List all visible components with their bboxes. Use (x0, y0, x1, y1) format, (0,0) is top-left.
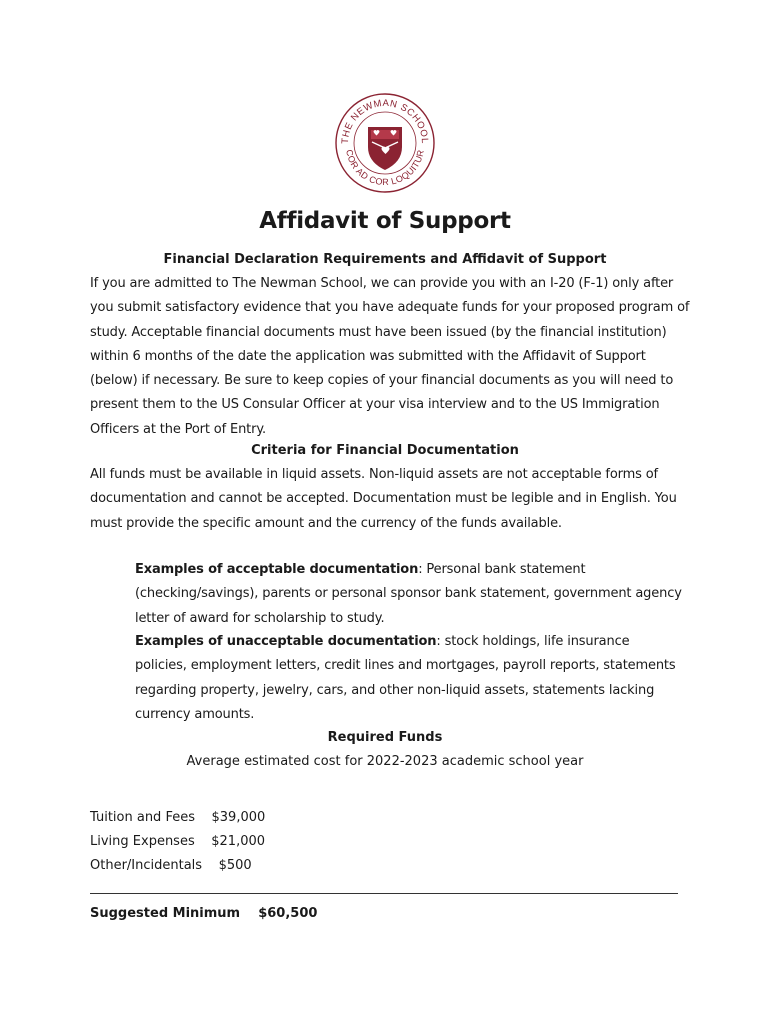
cost-amount: $500 (218, 858, 252, 873)
divider-line (90, 893, 678, 894)
financial-declaration-heading: Financial Declaration Requirements and Affidavit of Support (163, 252, 607, 267)
criteria-paragraph: All funds must be available in liquid assets. Non-liquid assets are not acceptable forms of documentation and cannot be accepted. Documentation must be legible and in English. You must provide the specific amount and the currency of the funds available. (90, 467, 677, 531)
acceptable-documentation-text: : Personal bank statement (checking/savings), parents or personal sponsor bank statement, government agency letter of award for scholarship to study. (135, 562, 682, 626)
cost-label: Tuition and Fees (90, 810, 195, 825)
cost-row-living (90, 830, 265, 854)
cost-amount: $21,000 (211, 834, 266, 849)
acceptable-documentation-label: Examples of acceptable documentation (135, 562, 419, 577)
acceptable-documentation-item (135, 558, 685, 631)
unacceptable-documentation-text: : stock holdings, life insurance policies, employment letters, credit lines and mortgages, payroll reports, statements regarding property, jewelry, cars, and other non-liquid assets, statements lacking currency amounts. (135, 634, 676, 722)
cost-label: Living Expenses (90, 834, 195, 849)
financial-declaration-paragraph: If you are admitted to The Newman School, we can provide you with an I-20 (F-1) only after you submit satisfactory evidence that you have adequate funds for your proposed program of study. Acceptable financial documents must have been issued (by the financial institution) within 6 months of the date the application was submitted with the Affidavit of Support (below) if necessary. Be sure to keep copies of your financial documents as you will need to present them to the US Consular Officer at your visa interview and to the US Immigration Officers at the Port of Entry. (90, 276, 690, 437)
cost-label: Other/Incidentals (90, 858, 203, 873)
total-label: Suggested Minimum (90, 906, 241, 921)
school-seal-logo (334, 92, 436, 194)
cost-row-other (90, 854, 252, 878)
cost-row-tuition (90, 806, 265, 830)
criteria-heading: Criteria for Financial Documentation (251, 443, 519, 458)
unacceptable-documentation-label: Examples of unacceptable documentation (135, 634, 437, 649)
total-amount: $60,500 (258, 906, 318, 921)
page-title: Affidavit of Support (259, 208, 511, 234)
required-funds-heading: Required Funds (327, 730, 443, 745)
cost-amount: $39,000 (211, 810, 266, 825)
svg-text:THE NEWMAN SCHOOL: THE NEWMAN SCHOOL (339, 97, 431, 145)
svg-text:COR AD COR LOQUITUR: COR AD COR LOQUITUR (344, 148, 426, 188)
required-funds-subheading: Average estimated cost for 2022-2023 academic school year (186, 754, 584, 769)
unacceptable-documentation-item (135, 630, 685, 727)
suggested-minimum-row (90, 902, 317, 926)
